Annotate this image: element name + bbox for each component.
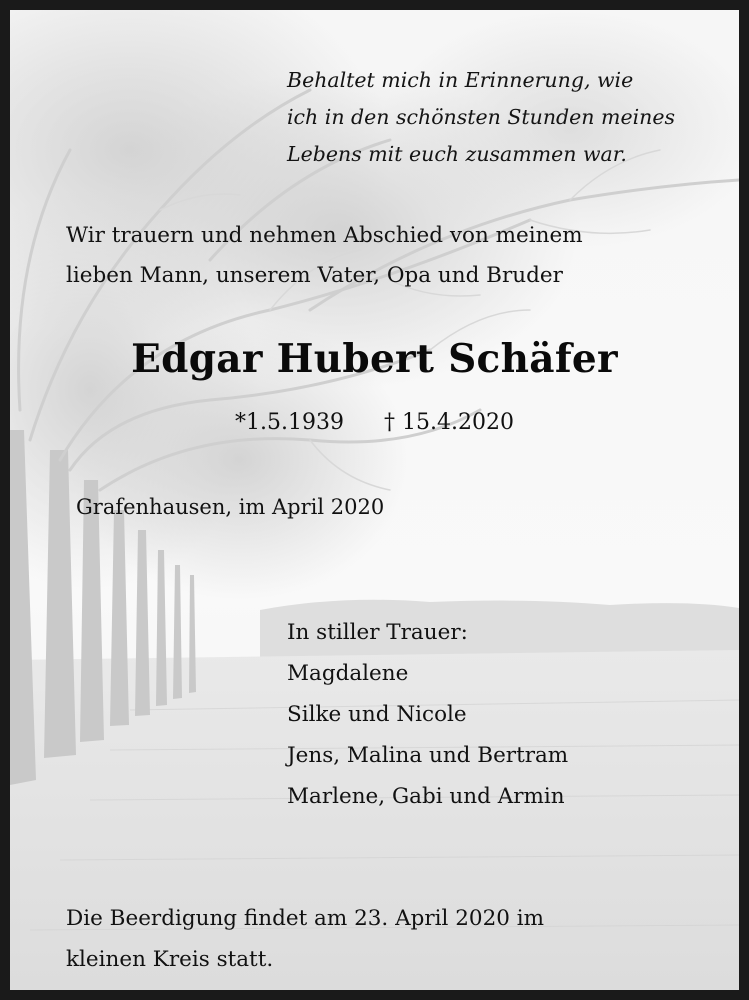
life-dates bbox=[10, 406, 739, 440]
mourning-announcement: Wir trauern und nehmen Abschied von meinem lieben Mann, unserem Vater, Opa und Bruder bbox=[66, 223, 583, 288]
memorial-quote: Behaltet mich in Erinnerung, wie ich in den schönsten Stunden meines Lebens mit euch zusammen war. bbox=[287, 68, 676, 166]
mourners-list bbox=[287, 612, 727, 817]
mourner-name: Jens, Malina und Bertram bbox=[287, 743, 569, 768]
mourner-name: Marlene, Gabi und Armin bbox=[287, 784, 565, 809]
place-and-date: Grafenhausen, im April 2020 bbox=[76, 495, 385, 519]
mourner-name: Silke und Nicole bbox=[287, 702, 467, 727]
mourner-name: Magdalene bbox=[287, 661, 409, 686]
death-date: † 15.4.2020 bbox=[384, 410, 514, 435]
funeral-notice: Die Beerdigung findet am 23. April 2020 im kleinen Kreis statt. bbox=[66, 906, 545, 972]
deceased-name: Edgar Hubert Schäfer bbox=[131, 336, 618, 382]
mourners-heading: In stiller Trauer: bbox=[287, 620, 468, 645]
birth-date: *1.5.1939 bbox=[235, 410, 344, 435]
